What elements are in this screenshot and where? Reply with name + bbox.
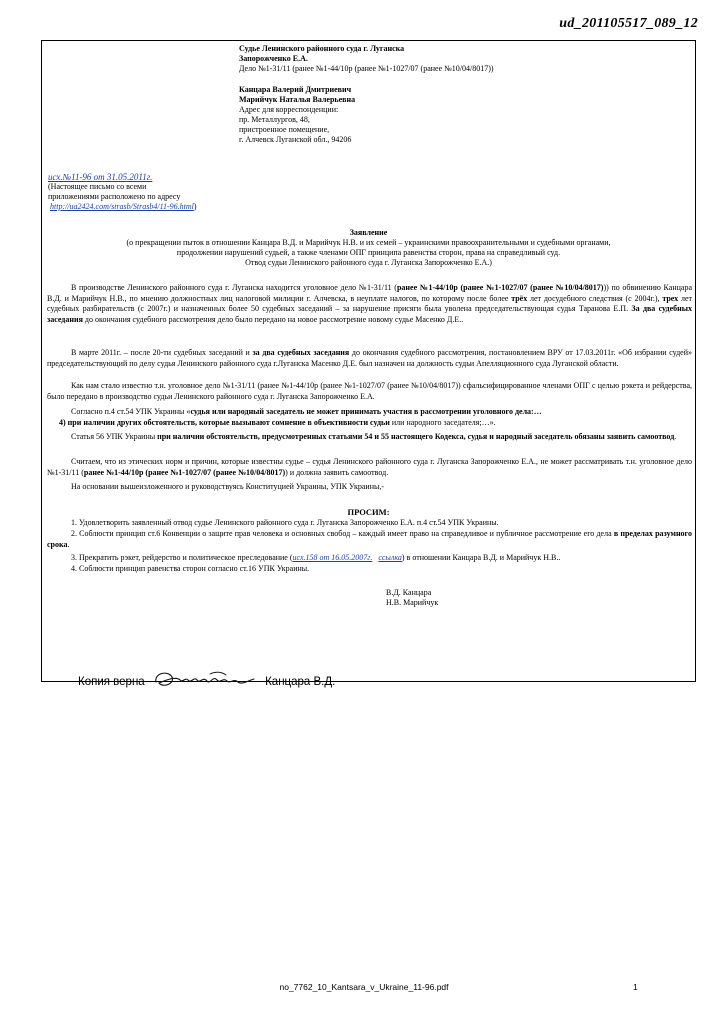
addressee-line: Запорожченко Е.А. <box>239 54 308 63</box>
address-line: пристроенное помещение, <box>239 125 330 134</box>
addressee-line: Судье Ленинского районного суда г. Луганска <box>239 44 405 53</box>
subtitle-line: продолжении нарушений судьей, а также членами ОПГ принципа равенства сторон, права на справедливый суд. <box>176 248 561 257</box>
addressee-block <box>239 44 494 74</box>
request-item-4: 4. Соблюсти принцип равенства сторон согласно ст.16 УПК Украины. <box>71 564 310 573</box>
copy-label: Копия верна <box>78 676 145 688</box>
sender-name: Канцара Валерий Дмитриевич <box>239 85 352 94</box>
outgoing-reference: исх.№11-96 от 31.05.2011г. (Настоящее письмо со всеми приложениями расположено по адресу http://ua2424.com/strasb/Strasb4/11-96.html) <box>48 172 197 211</box>
body-paragraph-3: Как нам стало известно т.н. уголовное дело №1-31/11 (ранее №1-44/10р (ранее №1-1027/07 (ранее №10/04/8017)) сфальсифицированное членами ОПГ с целью рэкета и рейдерства, было передано в производство судьи Ленинского районного суда г. Луганска Запорожченко Е.А. <box>47 381 692 401</box>
outgoing-note-line: приложениями расположено по адресу <box>48 192 181 201</box>
request-item-2: 2. Соблюсти принцип ст.6 Конвенции о защите прав человека и основных свобод – каждый имеет право на справедливое и публичное рассмотрение его дела в пределах разумного срока. <box>47 529 692 549</box>
handwritten-signature-icon <box>150 667 260 691</box>
reference-link[interactable]: исх.158 от 16.05.2007г. <box>292 553 373 562</box>
request-heading: ПРОСИМ: <box>347 507 390 517</box>
address-line: г. Алчевск Луганской обл., 94206 <box>239 135 352 144</box>
certified-copy-row <box>78 667 335 691</box>
address-line: пр. Металлургов, 48, <box>239 115 310 124</box>
copy-name: Канцара В.Д. <box>265 676 336 688</box>
address-line: Адрес для корреспонденции: <box>239 105 339 114</box>
footer-filename: no_7762_10_Kantsara_v_Ukraine_11-96.pdf <box>279 982 449 992</box>
senders-block <box>239 85 355 145</box>
request-item-3: 3. Прекратить рэкет, рейдерство и политическое преследование (исх.158 от 16.05.2007г. ссылка) в отношении Канцара В.Д. и Марийчук Н.В.. <box>71 553 561 562</box>
outgoing-note-line: (Настоящее письмо со всеми <box>48 182 147 191</box>
document-title: Заявление <box>349 228 388 237</box>
footer-page-number: 1 <box>633 982 638 992</box>
body-paragraph-5: Статья 56 УПК Украины при наличии обстоятельств, предусмотренных статьями 54 и 55 настоящего Кодекса, судья и народный заседатель обязаны заявить самоотвод. <box>71 432 677 441</box>
case-number-line: Дело №1-31/11 (ранее №1-44/10р (ранее №1-1027/07 (ранее №10/04/8017)) <box>239 64 494 73</box>
body-paragraph-2: В марте 2011г. – после 20-ти судебных заседаний и за два судебных заседания до окончания судебного рассмотрения, постановлением ВРУ от 17.03.2011г. «Об избрании судей» председательствующий по делу судья Ленинского районного суда г.Луганска Масенко Д.Е. был назначен на должность судьи Апелляционного суда Луганской области. <box>47 348 693 368</box>
subtitle-line: Отвод судьи Ленинского районного суда г. Луганска Запорожченко Е.А.) <box>245 258 492 267</box>
body-paragraph-4: Согласно п.4 ст.54 УПК Украины «судья или народный заседатель не может принимать участия в рассмотрении уголовного дела:… 4) при наличии других обстоятельств, которые вызывают сомнение в объективности судьи или народного заседателя;…». <box>59 407 542 427</box>
document-stamp-id: ud_201105517_089_12 <box>559 16 698 31</box>
reference-link-short[interactable]: ссылка <box>378 553 402 562</box>
document-frame <box>41 40 696 688</box>
signatory-name: Н.В. Марийчук <box>386 598 439 607</box>
signatory-name: В.Д. Канцара <box>386 588 432 597</box>
request-item-1: 1. Удовлетворить заявленный отвод судье Ленинского районного суда г. Луганска Запорожченко Е.А. п.4 ст.54 УПК Украины. <box>71 518 499 527</box>
body-paragraph-7: На основании вышеизложенного и руководствуясь Конституцией Украины, УПК Украины,- <box>71 482 385 491</box>
subtitle-line: (о прекращении пыток в отношении Канцара В.Д. и Марийчук Н.В. и их семей – украинскими правоохранительными и судебными органами, <box>126 238 611 247</box>
sender-name: Марийчук Наталья Валерьевна <box>239 95 356 104</box>
body-paragraph-1: В производстве Ленинского районного суда г. Луганска находится уголовное дело №1-31/11 (ранее №1-44/10р (ранее №1-1027/07 (ранее №10/04/8017))) по обвинению Канцара В.Д. и Марийчук Н.В., по мнению должностных лиц налоговой милиции г. Алчевска, в неуплате налогов, по которому после более трёх лет досудебного следствия (с 2004г.), трех лет судебных разбирательств (с 2007г.) и назначенных более 50 судебных заседаний – за нарушение присяги была уволена председательствующая судья Таранова Е.П. За два судебных заседания до окончания судебного рассмотрения дело было передано на новое рассмотрение новому судье Масенко Д.Е.. <box>47 283 693 324</box>
body-paragraph-6: Считаем, что из этических норм и причин, которые известны судье – судья Ленинского районного суда г. Луганска Запорожченко Е.А., не может рассматривать т.н. уголовное дело №1-31/11 (ранее №1-44/10р (ранее №1-1027/07 (ранее №10/04/8017)) и должна заявить самоотвод. <box>47 457 692 477</box>
outgoing-number-link[interactable]: исх.№11-96 от 31.05.2011г. <box>48 172 153 182</box>
outgoing-url-link[interactable]: http://ua2424.com/strasb/Strasb4/11-96.html <box>50 202 194 211</box>
signatories <box>386 588 438 608</box>
